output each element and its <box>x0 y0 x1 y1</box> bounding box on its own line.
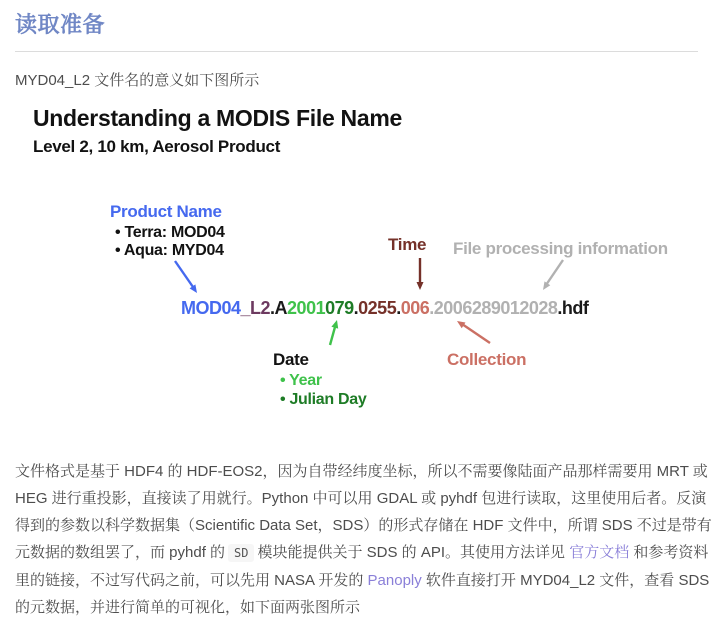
filename-segment: . <box>353 298 359 318</box>
filename-segment: 2001 <box>287 298 326 318</box>
filename-segment: MOD04 <box>181 298 241 318</box>
date-label: Date <box>273 350 309 369</box>
section-heading: 读取准备 <box>15 8 698 52</box>
diagram-subtitle: Level 2, 10 km, Aerosol Product <box>33 137 281 156</box>
terra-bullet: • Terra: MOD04 <box>115 224 225 241</box>
filename-segment: _L2 <box>240 298 271 318</box>
filename-segment: 0255 <box>358 298 397 318</box>
product-name-arrow-icon <box>165 253 215 303</box>
file-processing-label: File processing information <box>453 239 668 258</box>
filename-segment: 079 <box>325 298 354 318</box>
julian-day-bullet: • Julian Day <box>280 391 367 408</box>
product-name-label: Product Name <box>110 202 222 221</box>
filename-segment: .hdf <box>557 298 589 318</box>
panoply-link[interactable]: Panoply <box>367 572 422 589</box>
filename-segment: .A <box>270 298 288 318</box>
collection-arrow-icon <box>447 313 502 351</box>
collection-label: Collection <box>447 350 527 369</box>
aqua-bullet: • Aqua: MYD04 <box>115 242 224 259</box>
sd-inline-code: SD <box>228 544 254 562</box>
time-label: Time <box>388 235 427 254</box>
filename-segment: 2006289012028 <box>433 298 558 318</box>
intro-text: MYD04_L2 文件名的意义如下图所示 <box>15 72 260 89</box>
date-arrow-icon <box>320 313 350 353</box>
modis-filename <box>181 298 588 319</box>
body-paragraph: 文件格式是基于 HDF4 的 HDF-EOS2，因为自带经纬度坐标，所以不需要像陆面产品那样需要用 MRT 或 HEG 进行重投影，直接读了用就行。Python 中可以用 GDAL 或 pyhdf 包进行读取，这里使用后者。反演得到的参数以科学数据集（Scientific Data Set，SDS）的形式存储在 HDF 文件中，所谓 SDS 不过是带有元数据的数组罢了，而 pyhdf 的 SD 模块能提供关于 SDS 的 API。其使用方法详见 官方文档 和参考资料里的链接，不过写代码之前，可以先用 NASA 开发的 Panoply 软件直接打开 MYD04_L2 文件，查看 SDS 的元数据，并进行简单的可视化，如下面两张图所示 <box>15 463 712 616</box>
filename-segment: . <box>429 298 434 318</box>
time-arrow-icon <box>410 253 430 298</box>
file-processing-arrow-icon <box>533 253 573 298</box>
year-bullet: • Year <box>280 372 322 389</box>
official-docs-link[interactable]: 官方文档 <box>569 544 630 561</box>
filename-segment: . <box>396 298 401 318</box>
modis-filename-diagram <box>15 98 713 430</box>
filename-segment: 006 <box>400 298 430 318</box>
diagram-title: Understanding a MODIS File Name <box>33 105 402 131</box>
